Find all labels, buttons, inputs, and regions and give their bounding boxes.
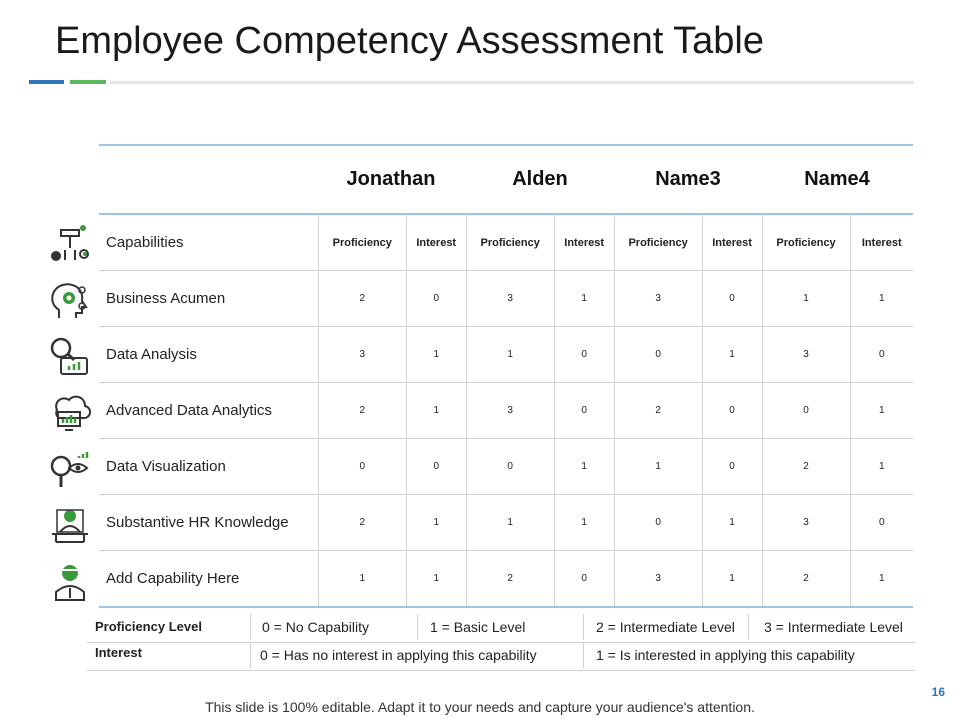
- score-cell: 3: [762, 495, 850, 551]
- score-cell: 1: [850, 383, 913, 439]
- score-cell: 1: [702, 327, 762, 383]
- proficiency-legend: [87, 612, 915, 643]
- accent-bar-green: [70, 80, 106, 84]
- score-cell: 1: [762, 271, 850, 327]
- score-cell: 1: [702, 495, 762, 551]
- table-row: [99, 271, 913, 327]
- capability-label: Data Visualization: [99, 439, 318, 495]
- interest-legend-item: 1 = Is interested in applying this capability: [596, 647, 855, 663]
- score-cell: 2: [762, 551, 850, 608]
- proficiency-legend-item: 0 = No Capability: [262, 619, 370, 635]
- capabilities-header: Capabilities: [99, 215, 318, 271]
- score-cell: 1: [466, 495, 554, 551]
- col-interest-3: Interest: [702, 215, 762, 271]
- page-title: Employee Competency Assessment Table: [55, 20, 764, 62]
- score-cell: 0: [554, 383, 614, 439]
- proficiency-legend-item: 3 = Intermediate Level: [764, 619, 903, 635]
- score-cell: 0: [702, 271, 762, 327]
- score-cell: 0: [762, 383, 850, 439]
- score-cell: 1: [702, 551, 762, 608]
- score-cell: 0: [702, 439, 762, 495]
- title-underline: [110, 81, 914, 84]
- table-row: [99, 495, 913, 551]
- score-cell: 3: [466, 271, 554, 327]
- capability-label: Business Acumen: [99, 271, 318, 327]
- col-proficiency-1: Proficiency: [318, 215, 406, 271]
- legend-divider: [583, 614, 584, 640]
- interest-legend: [87, 640, 915, 671]
- score-cell: 1: [406, 551, 466, 608]
- score-cell: 0: [702, 383, 762, 439]
- col-proficiency-4: Proficiency: [762, 215, 850, 271]
- score-cell: 0: [850, 327, 913, 383]
- score-cell: 2: [318, 383, 406, 439]
- score-cell: 1: [318, 551, 406, 608]
- score-cell: 1: [466, 327, 554, 383]
- page-number: 16: [931, 685, 945, 699]
- employee-name-3: Name3: [655, 168, 721, 190]
- score-cell: 0: [614, 327, 702, 383]
- accent-bar-blue: [29, 80, 64, 84]
- score-cell: 2: [762, 439, 850, 495]
- col-interest-2: Interest: [554, 215, 614, 271]
- person-desk-icon: [47, 502, 93, 548]
- legend-divider: [748, 614, 749, 640]
- employee-name-1: Jonathan: [346, 168, 436, 190]
- score-cell: 2: [466, 551, 554, 608]
- score-cell: 1: [850, 551, 913, 608]
- score-cell: 3: [614, 271, 702, 327]
- score-cell: 3: [466, 383, 554, 439]
- score-cell: 1: [614, 439, 702, 495]
- score-cell: 0: [554, 551, 614, 608]
- header-rule-top: [99, 144, 913, 146]
- magnifier-laptop-icon: [47, 334, 93, 380]
- col-proficiency-2: Proficiency: [466, 215, 554, 271]
- score-cell: 0: [614, 495, 702, 551]
- footer-note: This slide is 100% editable. Adapt it to your needs and capture your audience's attention.: [205, 699, 755, 715]
- score-cell: 1: [554, 495, 614, 551]
- score-cell: 1: [850, 439, 913, 495]
- score-cell: 1: [554, 271, 614, 327]
- capability-label: Advanced Data Analytics: [99, 383, 318, 439]
- score-cell: 0: [554, 327, 614, 383]
- table-header-row: [99, 215, 913, 271]
- legend-divider: [250, 614, 251, 640]
- col-interest-1: Interest: [406, 215, 466, 271]
- capability-label: Data Analysis: [99, 327, 318, 383]
- capability-label: Add Capability Here: [99, 551, 318, 608]
- table-row: [99, 439, 913, 495]
- score-cell: 0: [850, 495, 913, 551]
- proficiency-legend-item: 2 = Intermediate Level: [596, 619, 735, 635]
- legend-divider: [583, 642, 584, 668]
- score-cell: 1: [406, 327, 466, 383]
- score-cell: 0: [466, 439, 554, 495]
- score-cell: 0: [406, 439, 466, 495]
- legend-divider: [250, 642, 251, 668]
- col-proficiency-3: Proficiency: [614, 215, 702, 271]
- employee-name-4: Name4: [804, 168, 870, 190]
- proficiency-legend-item: 1 = Basic Level: [430, 619, 526, 635]
- table-row: [99, 327, 913, 383]
- score-cell: 3: [762, 327, 850, 383]
- table-row: [99, 383, 913, 439]
- score-cell: 1: [406, 383, 466, 439]
- proficiency-legend-label: Proficiency Level: [95, 619, 202, 634]
- competency-table: [99, 215, 913, 608]
- table-row: [99, 551, 913, 608]
- score-cell: 0: [406, 271, 466, 327]
- score-cell: 0: [318, 439, 406, 495]
- employee-name-2: Alden: [512, 168, 568, 190]
- score-cell: 1: [554, 439, 614, 495]
- cloud-monitor-chart-icon: [47, 390, 93, 436]
- score-cell: 3: [318, 327, 406, 383]
- score-cell: 2: [318, 495, 406, 551]
- head-gears-icon: [47, 278, 93, 324]
- legend-divider: [417, 614, 418, 640]
- score-cell: 1: [406, 495, 466, 551]
- eye-magnifier-chart-icon: [47, 446, 93, 492]
- score-cell: 3: [614, 551, 702, 608]
- col-interest-4: Interest: [850, 215, 913, 271]
- interest-legend-item: 0 = Has no interest in applying this capability: [260, 647, 537, 663]
- score-cell: 2: [318, 271, 406, 327]
- interest-legend-label: Interest: [95, 645, 142, 660]
- score-cell: 2: [614, 383, 702, 439]
- capability-label: Substantive HR Knowledge: [99, 495, 318, 551]
- capabilities-tools-icon: [47, 220, 93, 266]
- score-cell: 1: [850, 271, 913, 327]
- person-avatar-icon: [47, 558, 93, 604]
